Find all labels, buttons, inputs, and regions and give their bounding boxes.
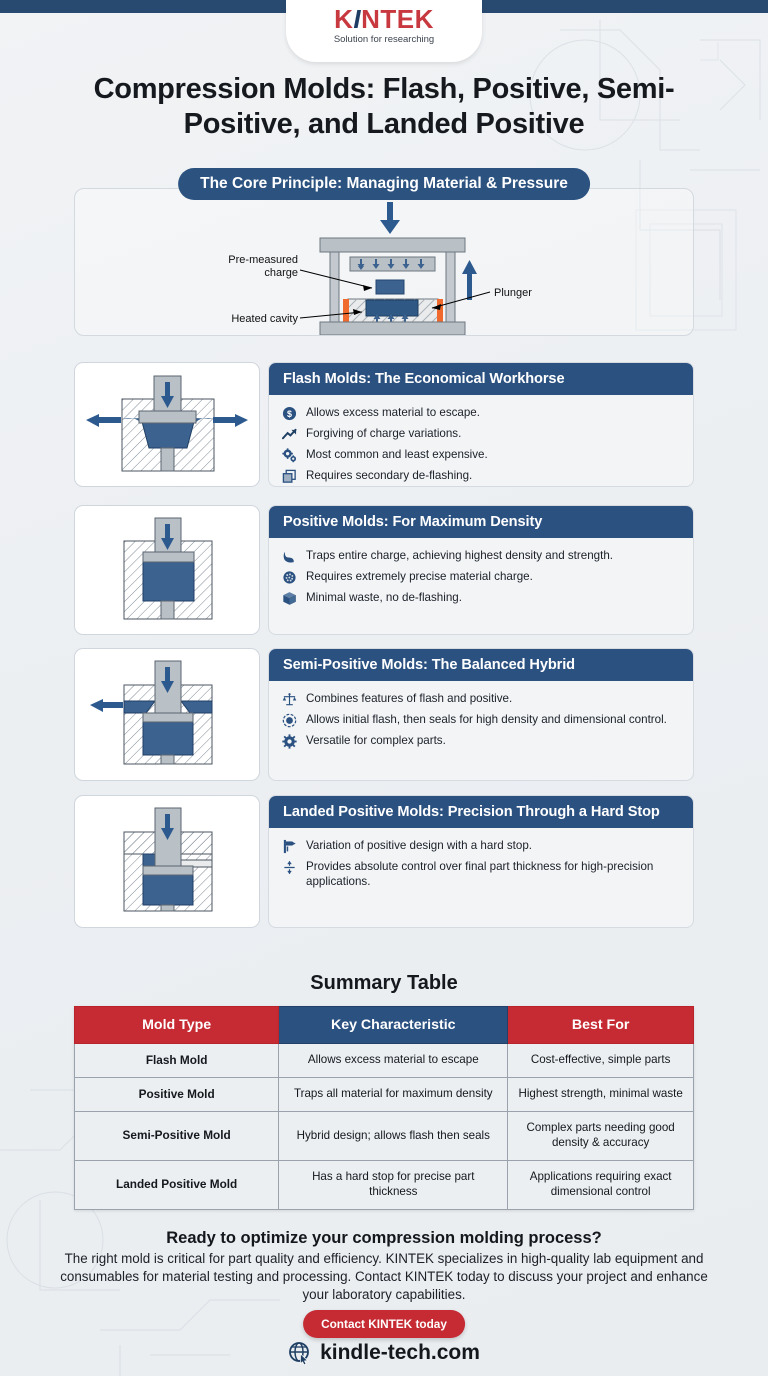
semi-positive-mold-heading: Semi-Positive Molds: The Balanced Hybrid — [269, 649, 693, 681]
cell-mold-type: Landed Positive Mold — [75, 1160, 279, 1209]
cta-body-text: The right mold is critical for part quality and efficiency. KINTEK specializes in high-quality lab equipment and consumables for material testing and processing. Contact KINTEK today to discuss your project and enhance your laboratory capabilities. — [60, 1251, 708, 1303]
page-title: Compression Molds: Flash, Positive, Semi-Positive, and Landed Positive — [93, 73, 675, 141]
website-url: kindle-tech.com — [320, 1341, 480, 1364]
box-icon — [281, 591, 298, 606]
bullet-item — [281, 465, 681, 486]
logo-wordmark — [286, 6, 482, 33]
semi-positive-mold-card — [268, 648, 694, 781]
bullet-item — [281, 587, 681, 608]
cell-best-for: Cost-effective, simple parts — [508, 1044, 694, 1078]
bullet-text: Forgiving of charge variations. — [306, 426, 462, 440]
bullet-item — [281, 423, 681, 444]
logo-letters-ntek: NTEK — [361, 4, 434, 34]
bullet-item — [281, 709, 681, 730]
website-footer[interactable] — [0, 1341, 768, 1365]
cell-key-characteristic: Hybrid design; allows flash then seals — [279, 1112, 508, 1161]
flash-mold-bullets — [269, 395, 693, 487]
section-semi-positive-molds — [74, 648, 694, 781]
gears-icon — [281, 448, 298, 463]
cell-best-for: Applications requiring exact dimensional control — [508, 1160, 694, 1209]
core-principle-pill: The Core Principle: Managing Material & Pressure — [178, 168, 590, 200]
semi-positive-mold-bullets — [269, 681, 693, 757]
cell-key-characteristic: Traps all material for maximum density — [279, 1078, 508, 1112]
positive-mold-thumbnail — [74, 505, 260, 635]
contact-kintek-button[interactable]: Contact KINTEK today — [303, 1310, 465, 1338]
section-positive-molds — [74, 505, 694, 635]
landed-positive-mold-diagram — [83, 804, 251, 919]
positive-mold-card — [268, 505, 694, 635]
flash-mold-heading: Flash Molds: The Economical Workhorse — [269, 363, 693, 395]
globe-cursor-icon — [288, 1341, 312, 1365]
label-charge-line1: Pre-measured — [228, 254, 298, 266]
bullet-item — [281, 545, 681, 566]
press-force-arrow-icon — [380, 202, 400, 234]
table-header-row — [75, 1007, 694, 1044]
heater-left — [343, 299, 349, 322]
table-row — [75, 1078, 694, 1112]
bullet-text: Minimal waste, no de-flashing. — [306, 590, 462, 604]
bullet-text: Allows excess material to escape. — [306, 405, 480, 419]
positive-mold-heading: Positive Molds: For Maximum Density — [269, 506, 693, 538]
landed-positive-mold-heading: Landed Positive Molds: Precision Through a Hard Stop — [269, 796, 693, 828]
aperture-icon — [281, 713, 298, 728]
semi-positive-mold-thumbnail — [74, 648, 260, 781]
label-plunger: Plunger — [494, 287, 532, 299]
section-flash-molds — [74, 362, 694, 487]
cell-best-for: Complex parts needing good density & accuracy — [508, 1112, 694, 1161]
label-heated-cavity: Heated cavity — [231, 313, 298, 325]
layers-icon — [281, 469, 298, 484]
caliper-icon — [281, 839, 298, 854]
column-header-mold-type: Mold Type — [75, 1007, 279, 1044]
positive-mold-bullets — [269, 538, 693, 614]
bullet-item — [281, 402, 681, 423]
press-return-arrow-icon — [462, 260, 477, 300]
cell-mold-type: Semi-Positive Mold — [75, 1112, 279, 1161]
gear-icon — [281, 734, 298, 749]
flash-mold-diagram — [83, 370, 251, 480]
thickness-gauge-icon — [281, 860, 298, 875]
column-header-best-for: Best For — [508, 1007, 694, 1044]
cell-key-characteristic: Has a hard stop for precise part thickness — [279, 1160, 508, 1209]
flash-mold-card — [268, 362, 694, 487]
semi-positive-mold-diagram — [83, 657, 251, 772]
bullet-text: Variation of positive design with a hard stop. — [306, 838, 532, 852]
bullet-text: Provides absolute control over final part thickness for high-precision applications. — [306, 859, 654, 888]
trending-up-icon — [281, 427, 298, 442]
bullet-text: Requires secondary de-flashing. — [306, 468, 473, 482]
scales-icon — [281, 692, 298, 707]
bullet-item — [281, 688, 681, 709]
section-landed-positive-molds — [74, 795, 694, 928]
charge-block — [376, 280, 404, 294]
dollar-circle-icon — [281, 406, 298, 421]
bullet-text: Allows initial flash, then seals for high density and dimensional control. — [306, 712, 667, 726]
particles-sphere-icon — [281, 570, 298, 585]
cell-mold-type: Flash Mold — [75, 1044, 279, 1078]
label-charge-line2: charge — [264, 267, 298, 279]
summary-table-title: Summary Table — [310, 972, 458, 994]
muscle-icon — [281, 549, 298, 564]
column-header-key-characteristic: Key Characteristic — [279, 1007, 508, 1044]
bullet-text: Versatile for complex parts. — [306, 733, 446, 747]
bullet-item — [281, 566, 681, 587]
summary-table — [74, 1006, 694, 1210]
bullet-item — [281, 730, 681, 751]
logo-letter-i: I — [353, 4, 362, 34]
svg-text:$: $ — [287, 408, 292, 419]
table-row — [75, 1112, 694, 1161]
landed-positive-mold-card — [268, 795, 694, 928]
logo-letter-k: K — [334, 4, 354, 34]
press-diagram — [180, 200, 600, 335]
positive-mold-diagram — [83, 514, 251, 626]
table-row — [75, 1044, 694, 1078]
bullet-text: Requires extremely precise material charge. — [306, 569, 533, 583]
table-row — [75, 1160, 694, 1209]
logo-tagline: Solution for researching — [333, 34, 435, 46]
heater-right — [437, 299, 443, 322]
landed-positive-mold-bullets — [269, 828, 693, 898]
bullet-item — [281, 835, 681, 856]
cell-key-characteristic: Allows excess material to escape — [279, 1044, 508, 1078]
kintek-logo[interactable] — [286, 0, 482, 62]
flash-mold-thumbnail — [74, 362, 260, 487]
landed-positive-mold-thumbnail — [74, 795, 260, 928]
bullet-text: Traps entire charge, achieving highest density and strength. — [306, 548, 613, 562]
bullet-text: Most common and least expensive. — [306, 447, 488, 461]
cell-best-for: Highest strength, minimal waste — [508, 1078, 694, 1112]
cta-heading: Ready to optimize your compression molding process? — [166, 1229, 602, 1247]
cell-mold-type: Positive Mold — [75, 1078, 279, 1112]
bullet-item — [281, 856, 681, 892]
bullet-item — [281, 444, 681, 465]
bullet-text: Combines features of flash and positive. — [306, 691, 513, 705]
